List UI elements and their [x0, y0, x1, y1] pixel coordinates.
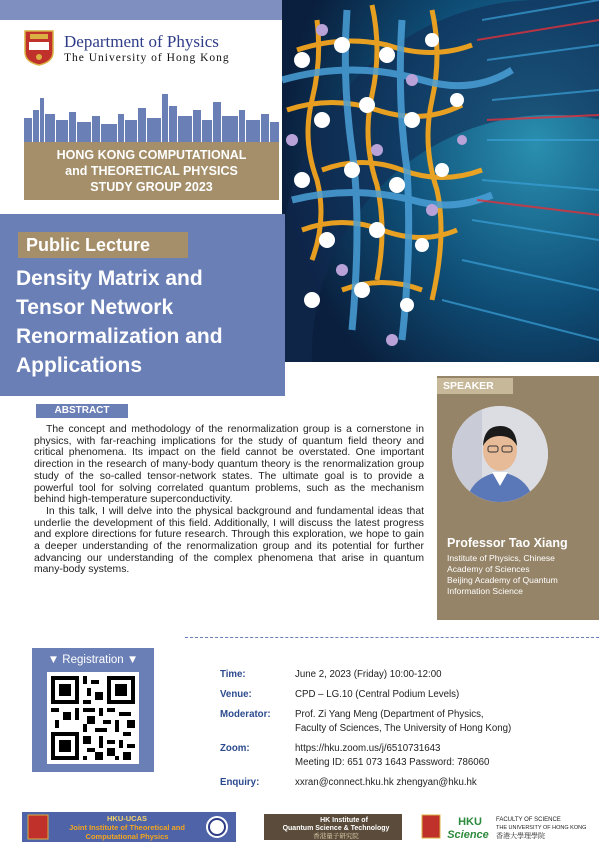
- enquiry-label: Enquiry:: [220, 777, 260, 788]
- abstract-paragraph: The concept and methodology of the renormalization group is a cornerstone in physics, with far-reaching implications for the study of quantum field theory and critical phenomena. Its impact on the field cannot be overstated. One important direction in the research of many-body quantum theory is the renormalization group study of the so-called tensor-network states. The ultimate goal is to provide a powerful tool for solving correlated quantum problems, such as the mechanism behind high-temperature superconductivity.: [34, 424, 424, 506]
- study-group-line: STUDY GROUP 2023: [90, 180, 213, 194]
- affiliation-line: Institute of Physics, Chinese: [447, 553, 555, 563]
- moderator-value: Prof. Zi Yang Meng (Department of Physics,: [295, 709, 484, 720]
- abstract-paragraph: In this talk, I will delve into the physical background and fundamental ideas that underlie the development of this field. Additionally, I will discuss the latest progress and explore directions for future research. Through this exploration, we hope to gain a deeper understanding of the renormalization group and its potential for further advancing our understanding of the complex phenomena that arise in quantum many-body systems.: [34, 505, 424, 576]
- moderator-row-2: [220, 722, 592, 736]
- registration-label: ▼ Registration ▼: [47, 654, 139, 666]
- footer-text: FACULTY OF SCIENCE: [496, 817, 561, 823]
- department-name: Department of Physics: [64, 32, 219, 51]
- speaker-affiliation: [447, 553, 595, 597]
- department-header: [24, 26, 254, 72]
- footer-text: Quantum Science & Technology: [282, 825, 390, 832]
- hk-quantum-institute-logo: [264, 814, 402, 840]
- university-name: The University of Hong Kong: [64, 52, 230, 64]
- footer-text: 香港量子研究院: [313, 832, 359, 840]
- lecture-title: Density Matrix and Tensor Network Renormalization and Applications: [16, 267, 223, 377]
- study-group-line: and THEORETICAL PHYSICS: [65, 164, 238, 178]
- venue-value: CPD – LG.10 (Central Podium Levels): [295, 689, 460, 700]
- abstract-text: [34, 424, 424, 576]
- footer-text: Science: [447, 829, 489, 841]
- affiliation-line: Information Science: [447, 586, 523, 596]
- moderator-value: Faculty of Sciences, The University of Hong Kong): [295, 723, 512, 734]
- venue-label: Venue:: [220, 689, 252, 700]
- study-group-banner: [24, 142, 279, 200]
- footer-text: HK Institute of: [320, 817, 368, 824]
- affiliation-line: Beijing Academy of Quantum: [447, 575, 558, 585]
- hku-ucas-logo: [22, 812, 236, 842]
- venue-row: [220, 688, 592, 702]
- event-details: [220, 668, 592, 790]
- enquiry-row: [220, 776, 592, 790]
- time-row: [220, 668, 592, 682]
- footer-text: 香港大學理學院: [496, 832, 545, 840]
- speaker-name: Professor Tao Xiang: [447, 536, 568, 550]
- tensor-network-graphic: [282, 0, 599, 362]
- footer-text: THE UNIVERSITY OF HONG KONG: [496, 825, 587, 831]
- zoom-label: Zoom:: [220, 743, 250, 754]
- enquiry-emails[interactable]: xxran@connect.hku.hk zhengyan@hku.hk: [295, 777, 477, 788]
- moderator-label: Moderator:: [220, 709, 271, 720]
- study-group-line: HONG KONG COMPUTATIONAL: [56, 148, 247, 162]
- abstract-label: ABSTRACT: [36, 404, 128, 418]
- public-lecture-tag: Public Lecture: [18, 232, 188, 258]
- hku-crest-icon: [24, 30, 54, 66]
- zoom-link[interactable]: https://hku.zoom.us/j/6510731643: [295, 743, 441, 754]
- footer-text: Joint Institute of Theoretical and: [69, 823, 185, 832]
- top-color-bar: [0, 0, 285, 20]
- zoom-row-2: [220, 756, 592, 770]
- hku-faculty-of-science-logo: [420, 812, 590, 842]
- speaker-photo: [452, 406, 548, 502]
- divider: [185, 637, 599, 638]
- time-label: Time:: [220, 669, 246, 680]
- affiliation-line: Academy of Sciences: [447, 564, 530, 574]
- registration-qr-code[interactable]: [47, 672, 139, 764]
- zoom-meeting-info: Meeting ID: 651 073 1643 Password: 786060: [295, 757, 490, 768]
- time-value: June 2, 2023 (Friday) 10:00-12:00: [295, 669, 442, 680]
- zoom-row: [220, 742, 592, 756]
- city-skyline-icon: [24, 90, 279, 142]
- footer-text: HKU: [458, 816, 482, 828]
- footer-text: Computational Physics: [85, 832, 169, 841]
- speaker-tag: SPEAKER: [437, 378, 513, 394]
- moderator-row: [220, 708, 592, 722]
- footer-text: HKU-UCAS: [107, 814, 147, 823]
